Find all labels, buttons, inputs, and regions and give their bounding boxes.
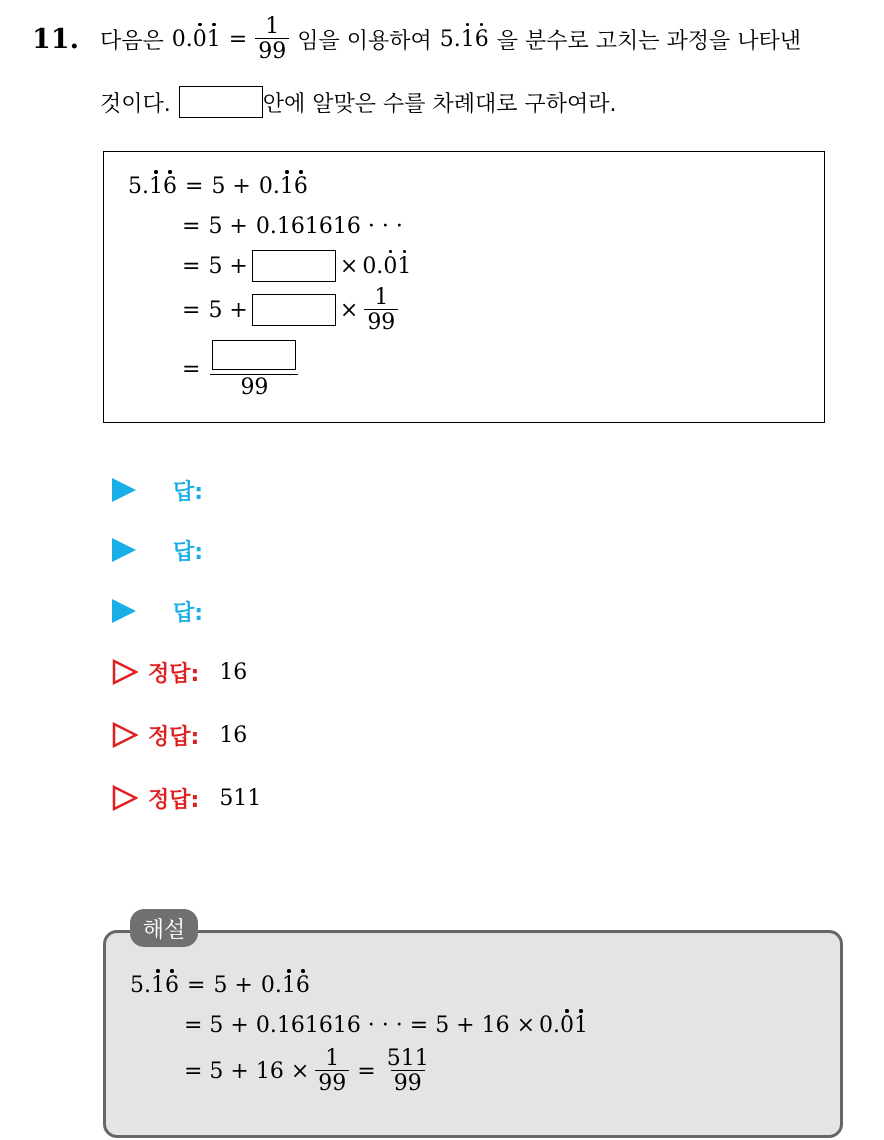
explanation-line-3: = 5 + 16 × $\frac{1}{99}$ = $\frac{511}{99}$ <box>184 1046 429 1097</box>
derivation-line-2: = 5 + 0.161616 · · · <box>182 214 403 239</box>
question-line-2 <box>100 86 617 118</box>
question-text: 임을 이용하여 <box>297 28 432 54</box>
blank-box <box>179 86 263 118</box>
repeating-decimal-516: 5.16 <box>439 26 489 52</box>
explanation-tab: 해설 <box>130 909 198 947</box>
explanation-line-1: 5. 1 6 = 5 + 0.16 <box>130 973 310 998</box>
outline-arrow-icon <box>112 659 138 685</box>
arrow-right-icon <box>112 538 136 562</box>
question-number: 11. <box>32 24 79 55</box>
correct-answer-row: 정답: 511 <box>112 781 261 815</box>
derivation-line-1: 5. 1 6 = 5 + 0.16 <box>128 174 308 199</box>
blank-box <box>212 340 296 370</box>
derivation-line-5: = 99 <box>182 340 298 399</box>
equals-sign: = <box>228 26 248 52</box>
question-text: 안에 알맞은 수를 차례대로 구하여라. <box>262 91 617 117</box>
blank-box <box>252 294 336 326</box>
question-text: 다음은 <box>100 28 164 54</box>
arrow-right-icon <box>112 599 136 623</box>
final-fraction: 99 <box>210 340 298 399</box>
answer-row: 답: <box>112 594 203 628</box>
derivation-line-4: = 5 + × $\frac{1}{99}$ <box>182 286 398 334</box>
outline-arrow-icon <box>112 722 138 748</box>
question-text: 것이다. <box>100 91 171 117</box>
question-text: 을 분수로 고치는 과정을 나타낸 <box>496 28 801 54</box>
correct-answer-row: 정답: 16 <box>112 718 247 752</box>
outline-arrow-icon <box>112 785 138 811</box>
question-line-1 <box>100 15 801 63</box>
explanation-line-2: = 5 + 0.161616 · · · = 5 + 16 × 0.01 <box>184 1013 589 1038</box>
explanation-box <box>103 930 843 1138</box>
answer-row: 답: <box>112 473 203 507</box>
arrow-right-icon <box>112 478 136 502</box>
fraction-1-99: $\frac{1}{99}$ <box>255 15 289 63</box>
derivation-box <box>103 151 825 423</box>
repeating-decimal-001: 0.01 <box>171 26 221 52</box>
correct-answer-row: 정답: 16 <box>112 655 247 689</box>
derivation-line-3: = 5 + × 0.01 <box>182 250 411 282</box>
answer-row: 답: <box>112 533 203 567</box>
blank-box <box>252 250 336 282</box>
